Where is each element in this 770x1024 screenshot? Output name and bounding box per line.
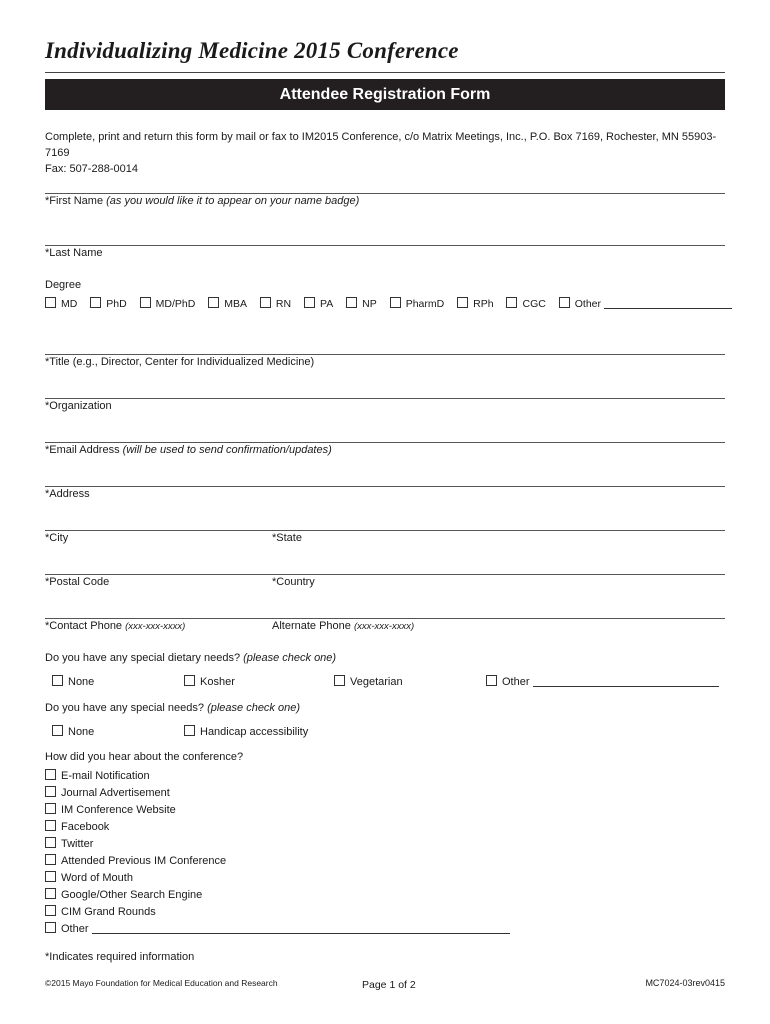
email-hint: (will be used to send confirmation/updates) bbox=[122, 444, 332, 456]
checkbox-icon[interactable] bbox=[45, 786, 56, 797]
checkbox-icon[interactable] bbox=[457, 297, 468, 308]
special-handicap-label: Handicap accessibility bbox=[200, 726, 309, 738]
dietary-hint: (please check one) bbox=[243, 652, 337, 664]
checkbox-icon[interactable] bbox=[45, 837, 56, 848]
checkbox-icon[interactable] bbox=[184, 675, 195, 686]
degree-md-label: MD bbox=[61, 298, 78, 310]
checkbox-icon[interactable] bbox=[90, 297, 101, 308]
first-name-field[interactable] bbox=[45, 193, 725, 194]
hear-option-previous[interactable] bbox=[45, 853, 510, 870]
degree-np-label: NP bbox=[362, 298, 377, 310]
hear-option-label: Google/Other Search Engine bbox=[61, 889, 203, 901]
dietary-question-text: Do you have any special dietary needs? bbox=[45, 652, 241, 664]
checkbox-icon[interactable] bbox=[45, 888, 56, 899]
degree-option-cgc[interactable] bbox=[506, 297, 545, 310]
degree-phd-label: PhD bbox=[106, 298, 127, 310]
first-name-label bbox=[45, 195, 359, 207]
dietary-option-vegetarian[interactable] bbox=[334, 675, 403, 688]
checkbox-icon[interactable] bbox=[45, 803, 56, 814]
checkbox-icon[interactable] bbox=[486, 675, 497, 686]
footer-copyright: ©2015 Mayo Foundation for Medical Education and Research bbox=[45, 978, 278, 988]
degree-option-pharmd[interactable] bbox=[390, 297, 445, 310]
degree-mba-label: MBA bbox=[224, 298, 247, 310]
footer-form-code: MC7024-03rev0415 bbox=[645, 978, 725, 988]
checkbox-icon[interactable] bbox=[45, 820, 56, 831]
phone-field[interactable] bbox=[45, 618, 725, 619]
hear-option-email[interactable] bbox=[45, 768, 510, 785]
intro-text bbox=[45, 129, 735, 177]
contact-phone-hint: (xxx-xxx-xxxx) bbox=[125, 621, 186, 632]
alt-phone-label bbox=[272, 620, 414, 632]
hear-option-other[interactable] bbox=[45, 921, 510, 938]
hear-option-label: CIM Grand Rounds bbox=[61, 906, 156, 918]
dietary-question bbox=[45, 652, 336, 664]
hear-option-label: Facebook bbox=[61, 821, 110, 833]
city-state-field[interactable] bbox=[45, 530, 725, 531]
dietary-option-none[interactable] bbox=[52, 675, 94, 688]
organization-label: *Organization bbox=[45, 400, 112, 412]
checkbox-icon[interactable] bbox=[506, 297, 517, 308]
degree-option-md[interactable] bbox=[45, 297, 77, 310]
special-needs-question bbox=[45, 702, 300, 714]
degree-rn-label: RN bbox=[275, 298, 292, 310]
hear-option-journal[interactable] bbox=[45, 785, 510, 802]
degree-option-other[interactable] bbox=[559, 297, 732, 310]
hear-question: How did you hear about the conference? bbox=[45, 751, 244, 763]
checkbox-icon[interactable] bbox=[334, 675, 345, 686]
hear-option-label: Attended Previous IM Conference bbox=[61, 855, 227, 867]
required-note: *Indicates required information bbox=[45, 951, 195, 963]
degree-label: Degree bbox=[45, 279, 82, 291]
degree-pa-label: PA bbox=[320, 298, 334, 310]
state-label: *State bbox=[272, 532, 302, 544]
degree-other-line[interactable] bbox=[604, 308, 732, 309]
checkbox-icon[interactable] bbox=[52, 725, 63, 736]
hear-option-search[interactable] bbox=[45, 887, 510, 904]
address-label: *Address bbox=[45, 488, 90, 500]
dietary-other-label: Other bbox=[502, 676, 530, 688]
page-title: Individualizing Medicine 2015 Conference bbox=[45, 38, 459, 63]
postal-country-field[interactable] bbox=[45, 574, 725, 575]
intro-line-1: Complete, print and return this form by mail or fax to IM2015 Conference, c/o Matrix Meetings, Inc., P.O. Box 7169, Rochester, MN 55903-7169 bbox=[45, 131, 717, 159]
degree-option-np[interactable] bbox=[346, 297, 377, 310]
hear-option-label: Other bbox=[61, 923, 89, 935]
alt-phone-hint: (xxx-xxx-xxxx) bbox=[353, 621, 415, 632]
checkbox-icon[interactable] bbox=[208, 297, 219, 308]
degree-other-label: Other bbox=[574, 298, 602, 310]
checkbox-icon[interactable] bbox=[260, 297, 271, 308]
intro-line-2: Fax: 507-288-0014 bbox=[45, 163, 138, 175]
address-field[interactable] bbox=[45, 486, 725, 487]
email-field[interactable] bbox=[45, 442, 725, 443]
checkbox-icon[interactable] bbox=[559, 297, 570, 308]
hear-options-list bbox=[45, 768, 510, 938]
dietary-none-label: None bbox=[68, 676, 95, 688]
contact-phone-label-text: *Contact Phone bbox=[45, 620, 123, 632]
title-label: *Title (e.g., Director, Center for Individualized Medicine) bbox=[45, 356, 315, 368]
degree-rph-label: RPh bbox=[473, 298, 494, 310]
checkbox-icon[interactable] bbox=[45, 922, 56, 933]
special-option-handicap[interactable] bbox=[184, 725, 308, 738]
dietary-other-line[interactable] bbox=[533, 686, 719, 687]
checkbox-icon[interactable] bbox=[304, 297, 315, 308]
checkbox-icon[interactable] bbox=[45, 854, 56, 865]
hear-option-label: Word of Mouth bbox=[61, 872, 133, 884]
degree-cgc-label: CGC bbox=[522, 298, 546, 310]
postal-code-label: *Postal Code bbox=[45, 576, 110, 588]
degree-option-rph[interactable] bbox=[457, 297, 493, 310]
checkbox-icon[interactable] bbox=[140, 297, 151, 308]
degree-option-phd[interactable] bbox=[90, 297, 126, 310]
degree-option-mdphd[interactable] bbox=[140, 297, 196, 310]
checkbox-icon[interactable] bbox=[45, 905, 56, 916]
special-hint: (please check one) bbox=[207, 702, 301, 714]
degree-mdphd-label: MD/PhD bbox=[155, 298, 196, 310]
hear-option-label: IM Conference Website bbox=[61, 804, 176, 816]
contact-phone-label bbox=[45, 620, 185, 632]
form-banner: Attendee Registration Form bbox=[45, 79, 725, 110]
email-label bbox=[45, 444, 332, 456]
special-question-text: Do you have any special needs? bbox=[45, 702, 204, 714]
alt-phone-label-text: Alternate Phone bbox=[272, 620, 351, 632]
checkbox-icon[interactable] bbox=[346, 297, 357, 308]
degree-option-rn[interactable] bbox=[260, 297, 291, 310]
first-name-label-text: *First Name bbox=[45, 195, 104, 207]
hear-option-grand-rounds[interactable] bbox=[45, 904, 510, 921]
first-name-hint: (as you would like it to appear on your name badge) bbox=[106, 195, 360, 207]
checkbox-icon[interactable] bbox=[45, 297, 56, 308]
hear-option-twitter[interactable] bbox=[45, 836, 510, 853]
dietary-option-kosher[interactable] bbox=[184, 675, 235, 688]
hear-other-line[interactable] bbox=[92, 933, 510, 934]
degree-option-pa[interactable] bbox=[304, 297, 333, 310]
special-none-label: None bbox=[68, 726, 95, 738]
dietary-kosher-label: Kosher bbox=[200, 676, 235, 688]
title-field[interactable] bbox=[45, 354, 725, 355]
city-label: *City bbox=[45, 532, 69, 544]
degree-option-mba[interactable] bbox=[208, 297, 247, 310]
checkbox-icon[interactable] bbox=[45, 871, 56, 882]
hear-option-label: Journal Advertisement bbox=[61, 787, 170, 799]
email-label-text: *Email Address bbox=[45, 444, 120, 456]
special-option-none[interactable] bbox=[52, 725, 94, 738]
checkbox-icon[interactable] bbox=[52, 675, 63, 686]
last-name-field[interactable] bbox=[45, 245, 725, 246]
degree-pharmd-label: PharmD bbox=[405, 298, 445, 310]
hear-option-facebook[interactable] bbox=[45, 819, 510, 836]
hear-option-website[interactable] bbox=[45, 802, 510, 819]
dietary-vegetarian-label: Vegetarian bbox=[350, 676, 403, 688]
hear-option-label: E-mail Notification bbox=[61, 770, 150, 782]
checkbox-icon[interactable] bbox=[184, 725, 195, 736]
country-label: *Country bbox=[272, 576, 315, 588]
title-rule bbox=[45, 72, 725, 73]
checkbox-icon[interactable] bbox=[45, 769, 56, 780]
last-name-label: *Last Name bbox=[45, 247, 103, 259]
degree-options bbox=[45, 297, 735, 310]
organization-field[interactable] bbox=[45, 398, 725, 399]
dietary-option-other[interactable] bbox=[486, 675, 719, 688]
footer-page-number: Page 1 of 2 bbox=[362, 979, 416, 991]
checkbox-icon[interactable] bbox=[390, 297, 401, 308]
hear-option-word-of-mouth[interactable] bbox=[45, 870, 510, 887]
hear-option-label: Twitter bbox=[61, 838, 94, 850]
